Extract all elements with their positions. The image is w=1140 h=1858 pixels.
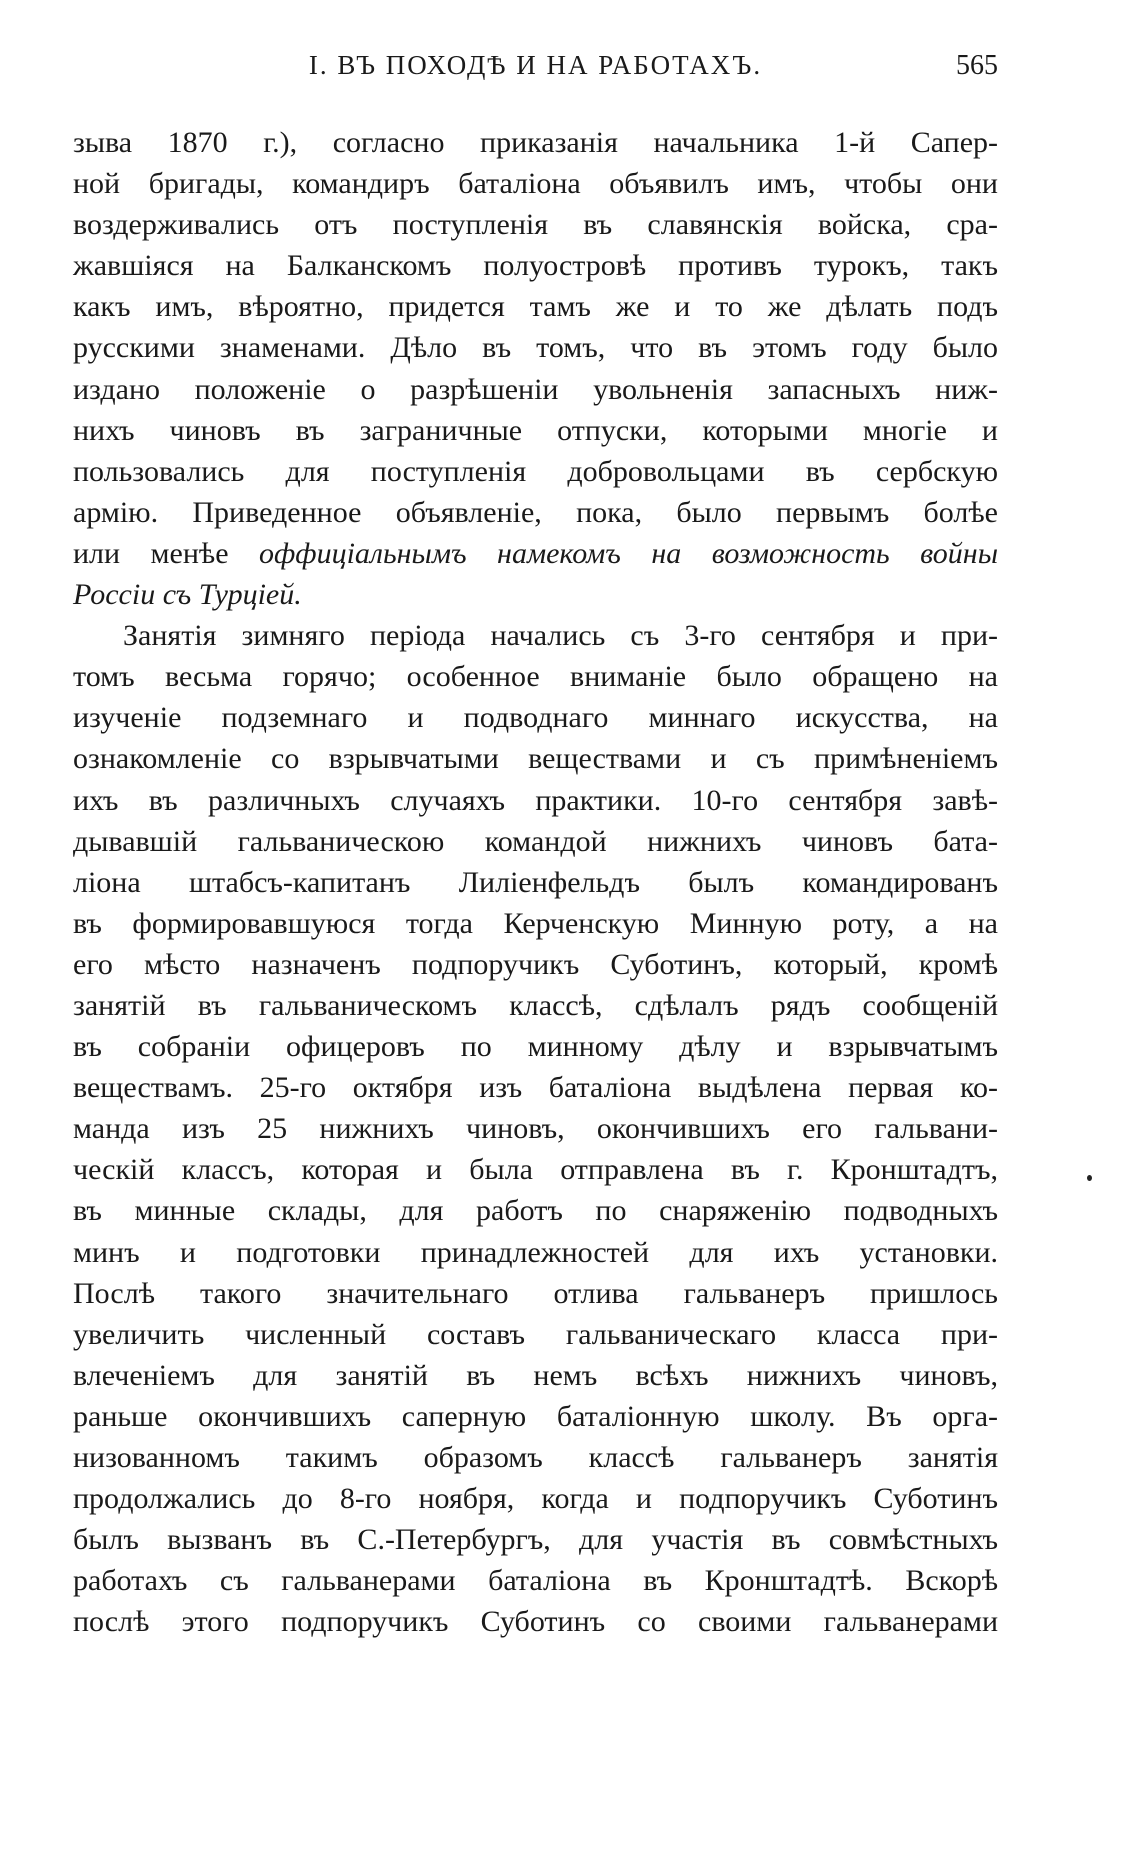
page-number: 565 [956,50,998,81]
text-line: нихъ чиновъ въ заграничные отпуски, которыми многіе и [73,413,998,447]
paragraph-2 [73,615,998,1642]
page-header [73,50,998,90]
text-line: минъ и подготовки принадлежностей для ихъ установки. [73,1235,998,1269]
italic-emphasis: оффиціальнымъ намекомъ на возможность войны [259,536,999,570]
text-line: въ формировавшуюся тогда Керченскую Минную роту, а на [73,906,998,940]
paragraph-1 [73,122,998,615]
text-line: зыва 1870 г.), согласно приказанія начальника 1-й Сапер- [73,126,998,159]
text-line: послѣ этого подпоручикъ Суботинъ со своими гальванерами [73,1605,998,1639]
text-line: изученіе подземнаго и подводнаго миннаго искусства, на [73,701,998,735]
text-line: ной бригады, командиръ баталіона объявилъ имъ, чтобы они [73,167,998,201]
text-line: Занятія зимняго періода начались съ 3-го сентября и при- [123,619,998,653]
text-line: дывавшій гальваническою командой нижнихъ чиновъ бата- [73,824,998,858]
plain-text: или менѣе [73,536,259,570]
text-line: какъ имъ, вѣроятно, придется тамъ же и то же дѣлать подъ [73,290,998,324]
text-line: его мѣсто назначенъ подпоручикъ Суботинъ, который, кромѣ [73,947,998,981]
text-line: продолжались до 8-го ноября, когда и подпоручикъ Суботинъ [73,1482,998,1516]
text-line: раньше окончившихъ саперную баталіонную школу. Въ орга- [73,1399,998,1433]
text-line: манда изъ 25 нижнихъ чиновъ, окончившихъ его гальвани- [73,1112,998,1146]
running-head: I. ВЪ ПОХОДѢ И НА РАБОТАХЪ. [308,50,763,80]
text-line: въ минные склады, для работъ по снаряженію подводныхъ [73,1194,998,1228]
text-line: низованномъ такимъ образомъ классѣ гальванеръ занятія [73,1441,998,1474]
text-line: пользовались для поступленія добровольцами въ сербскую [73,454,998,488]
text-line: влеченіемъ для занятій въ немъ всѣхъ нижнихъ чиновъ, [73,1358,998,1392]
text-line: томъ весьма горячо; особенное вниманіе было обращено на [73,660,998,694]
text-line: занятій въ гальваническомъ классѣ, сдѣлалъ рядъ сообщеній [73,988,998,1022]
text-line: русскими знаменами. Дѣло въ томъ, что въ этомъ году было [73,331,998,365]
text-line: былъ вызванъ въ С.-Петербургъ, для участія въ совмѣстныхъ [73,1523,998,1557]
text-line: въ собраніи офицеровъ по минному дѣлу и взрывчатымъ [73,1030,998,1064]
text-line: издано положеніе о разрѣшеніи увольненія запасныхъ ниж- [73,372,998,406]
text-line: ознакомленіе со взрывчатыми веществами и съ примѣненіемъ [73,742,998,776]
text-line: ліона штабсъ-капитанъ Лиліенфельдъ былъ командированъ [73,865,998,899]
text-line-mixed [73,533,998,574]
italic-emphasis: Россіи съ Турціей. [73,578,302,612]
text-line: ческій классъ, которая и была отправлена въ г. Кронштадтъ, [73,1153,998,1187]
body-text [73,122,998,1642]
text-line: воздерживались отъ поступленія въ славянскія войска, сра- [73,208,998,242]
margin-speck [1087,1175,1092,1181]
text-line: жавшіяся на Балканскомъ полуостровѣ противъ турокъ, такъ [73,249,998,283]
text-line-italic [73,574,998,615]
text-line: увеличить численный составъ гальваническаго класса при- [73,1317,998,1351]
text-line: работахъ съ гальванерами баталіона въ Кронштадтѣ. Вскорѣ [73,1564,998,1598]
text-line: ихъ въ различныхъ случаяхъ практики. 10-го сентября завѣ- [73,783,998,817]
text-line: Послѣ такого значительнаго отлива гальванеръ пришлось [73,1276,998,1310]
text-line: армію. Приведенное объявленіе, пока, было первымъ болѣе [73,495,998,529]
text-line: веществамъ. 25-го октября изъ баталіона выдѣлена первая ко- [73,1071,998,1105]
